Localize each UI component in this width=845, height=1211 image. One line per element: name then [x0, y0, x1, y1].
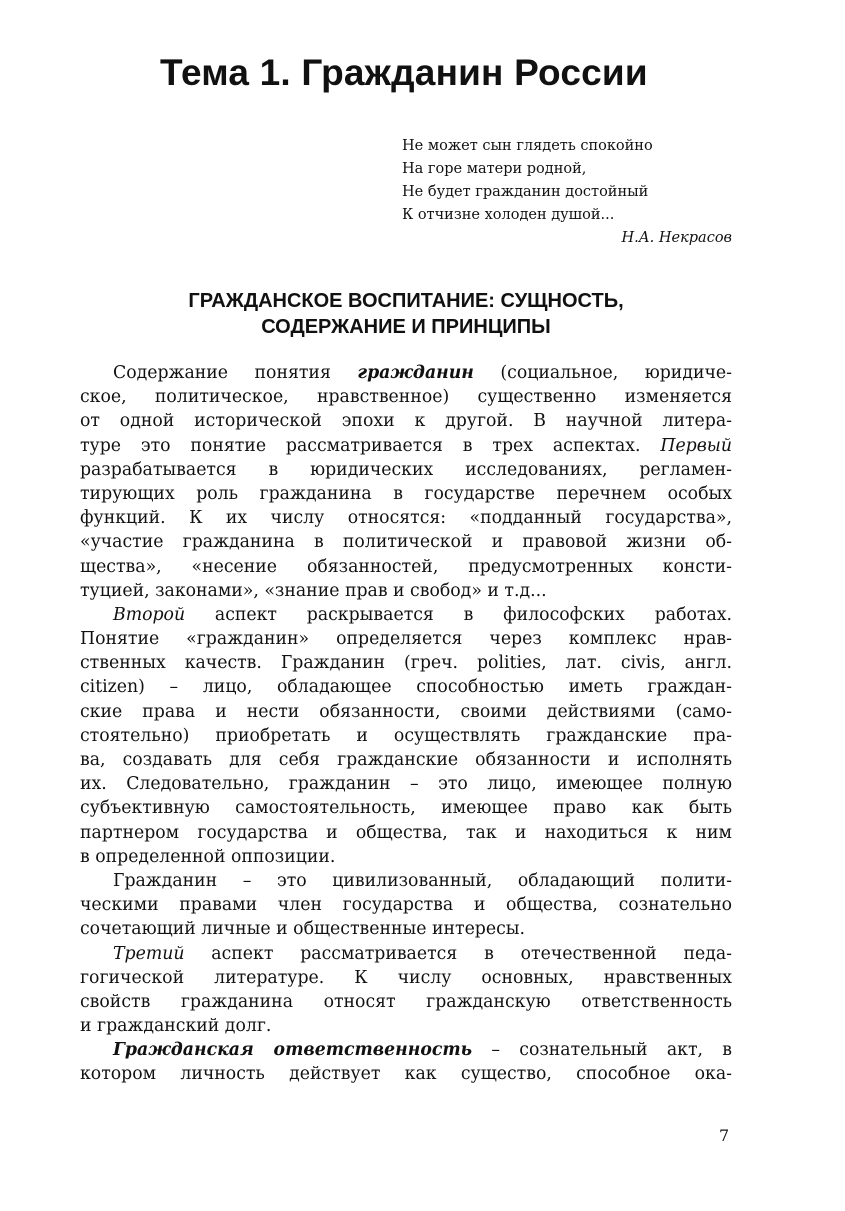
text-line: ва, создавать для себя гражданские обязанности и исполнять	[80, 750, 732, 770]
section-heading-line: СОДЕРЖАНИЕ И ПРИНЦИПЫ	[261, 316, 551, 338]
term-emphasis: Первый	[660, 435, 732, 456]
epigraph	[402, 135, 732, 250]
text-line: Понятие «гражданин» определяется через комплекс нрав-	[80, 629, 732, 650]
text-fragment: туре это понятие рассматривается в трех аспектах.	[80, 435, 661, 456]
text-line: их. Следовательно, гражданин – это лицо, имеющее полную	[80, 774, 732, 795]
epigraph-line: Не может сын глядеть спокойно	[402, 138, 653, 154]
section-heading	[80, 288, 732, 340]
epigraph-line: Не будет гражданин достойный	[402, 184, 649, 200]
text-line: и гражданский долг.	[80, 1016, 272, 1037]
text-line: ские права и нести обязанности, своими действиями (само-	[80, 701, 732, 722]
text-line: стоятельно) приобретать и осуществлять гражданские пра-	[80, 725, 732, 746]
text-line	[80, 603, 732, 627]
text-line: тирующих роль гражданина в государстве перечнем особых	[80, 483, 732, 504]
text-fragment: (социальное, юридиче-	[473, 363, 732, 383]
body-text	[80, 361, 732, 1087]
text-line: субъективную самостоятельность, имеющее право как быть	[80, 798, 732, 819]
text-line: щества», «несение обязанностей, предусмотренных консти-	[80, 556, 732, 577]
text-line: сочетающий личные и общественные интересы.	[80, 919, 526, 940]
text-line: «участие гражданина в политической и правовой жизни об-	[80, 532, 732, 553]
text-line: от одной исторической эпохи к другой. В научной литера-	[80, 411, 732, 432]
text-line: Гражданин – это цивилизованный, обладающий полити-	[113, 870, 732, 891]
text-line	[80, 434, 732, 458]
text-line: разрабатывается в юридических исследованиях, регламен-	[80, 459, 732, 480]
text-line: ческими правами член государства и общества, сознательно	[80, 895, 732, 916]
epigraph-line: К отчизне холоден душой...	[402, 207, 615, 223]
epigraph-author: Н.А. Некрасов	[621, 230, 732, 246]
term-emphasis: Третий	[113, 943, 185, 964]
term-emphasis: гражданин	[357, 363, 474, 383]
term-emphasis: Гражданская ответственность	[113, 1040, 473, 1061]
text-line: ское, политическое, нравственное) существенно изменяется	[80, 387, 732, 408]
text-line: гогической литературе. К числу основных, нравственных	[80, 967, 732, 988]
section-heading-line: ГРАЖДАНСКОЕ ВОСПИТАНИЕ: СУЩНОСТЬ,	[188, 290, 624, 312]
epigraph-line: На горе матери родной,	[402, 161, 587, 177]
text-line: citizen) – лицо, обладающее способностью иметь граждан-	[80, 677, 732, 698]
text-line	[80, 1038, 732, 1062]
text-line: партнером государства и общества, так и находиться к ним	[80, 822, 732, 843]
text-fragment: Содержание понятия	[113, 363, 358, 383]
text-line: туцией, законами», «знание прав и свобод» и т.д...	[80, 580, 547, 601]
page-number: 7	[719, 1126, 730, 1145]
text-line: функций. К их числу относятся: «подданный государства»,	[80, 508, 732, 529]
text-line	[80, 942, 732, 966]
text-line: котором личность действует как существо, способное ока-	[80, 1064, 732, 1085]
text-line: свойств гражданина относят гражданскую ответственность	[80, 991, 732, 1012]
text-fragment: аспект раскрывается в философских работах.	[185, 604, 732, 625]
chapter-title: Тема 1. Гражданин России	[160, 52, 648, 93]
text-fragment: – сознательный акт, в	[472, 1040, 732, 1061]
text-fragment: аспект рассматривается в отечественной педа-	[184, 943, 732, 964]
text-line: ственных качеств. Гражданин (греч. polities, лат. civis, англ.	[80, 653, 732, 674]
term-emphasis: Второй	[113, 604, 186, 625]
text-line: в определенной оппозиции.	[80, 846, 336, 867]
text-line	[80, 361, 732, 385]
